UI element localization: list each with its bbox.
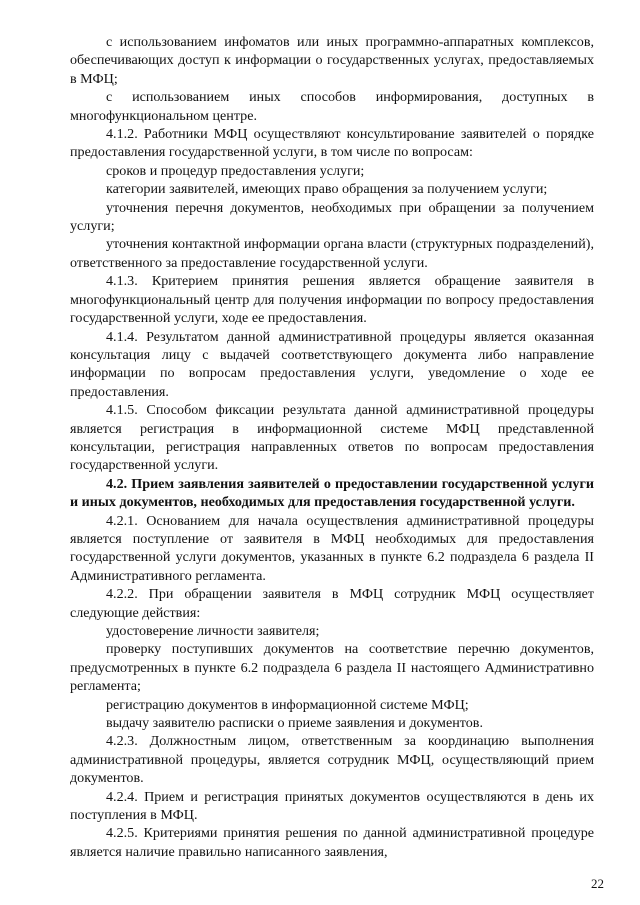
paragraph-20: 4.2.5. Критериями принятия решения по данной административной процедуре является наличие правильно написанного заявления,: [70, 825, 594, 860]
paragraph-19: 4.2.4. Прием и регистрация принятых документов осуществляются в день их поступления в МФЦ.: [70, 788, 594, 824]
section-heading-4-2: 4.2. Прием заявления заявителей о предоставлении государственной услуги и иных документов, необходимых для предоставления государственной услуги.: [70, 475, 594, 511]
paragraph-1: с использованием инфоматов или иных программно-аппаратных комплексов, обеспечивающих доступ к информации о государственных услугах, предоставляемых в МФЦ;: [70, 34, 594, 87]
paragraph-9: 4.1.4. Результатом данной административной процедуры является оказанная консультация лицу с выдачей соответствующего документа либо направление информации по вопросам предоставления услуги, уведомление о ходе ее предоставления.: [70, 328, 594, 400]
paragraph-2: с использованием иных способов информирования, доступных в многофункциональном центре.: [70, 89, 594, 124]
paragraph-4: сроков и процедур предоставления услуги;: [106, 162, 365, 179]
paragraph-3: 4.1.2. Работники МФЦ осуществляют консультирование заявителей о порядке предоставления государственной услуги, в том числе по вопросам:: [70, 126, 594, 161]
paragraph-7: уточнения контактной информации органа власти (структурных подразделений), ответственного за предоставление государственной услуги.: [70, 236, 594, 271]
document-page: [70, 33, 594, 861]
paragraph-5: категории заявителей, имеющих право обращения за получением услуги;: [106, 181, 548, 198]
paragraph-6: уточнения перечня документов, необходимых при обращении за получением услуги;: [70, 199, 594, 235]
paragraph-10: 4.1.5. Способом фиксации результата данной административной процедуры является регистрация в информационной системе МФЦ представленной консультации, регистрация направленных ответов по вопросам предоставления государственной услуги.: [70, 402, 594, 474]
page-number: 22: [591, 876, 604, 891]
paragraph-14: удостоверение личности заявителя;: [106, 623, 320, 639]
paragraph-8: 4.1.3. Критерием принятия решения является обращение заявителя в многофункциональный центр для получения информации по вопросу предоставления государственной услуги, ходе ее предоставления.: [70, 273, 594, 327]
paragraph-13: 4.2.2. При обращении заявителя в МФЦ сотрудник МФЦ осуществляет следующие действия:: [70, 586, 594, 621]
paragraph-15: проверку поступивших документов на соответствие перечню документов, предусмотренных в пункте 6.2 подраздела 6 раздела II настоящего Административно регламента;: [70, 641, 594, 695]
paragraph-17: выдачу заявителю расписки о приеме заявления и документов.: [106, 715, 483, 732]
paragraph-12: 4.2.1. Основанием для начала осуществления административной процедуры является поступление от заявителя в МФЦ необходимых для предоставления государственной услуги документов, указанных в пункте 6.2 подраздела 6 раздела II Административного регламента.: [70, 512, 594, 584]
paragraph-16: регистрацию документов в информационной системе МФЦ;: [106, 696, 469, 713]
paragraph-18: 4.2.3. Должностным лицом, ответственным за координацию выполнения административной процедуры, является сотрудник МФЦ, осуществляющий прием документов.: [70, 733, 594, 787]
